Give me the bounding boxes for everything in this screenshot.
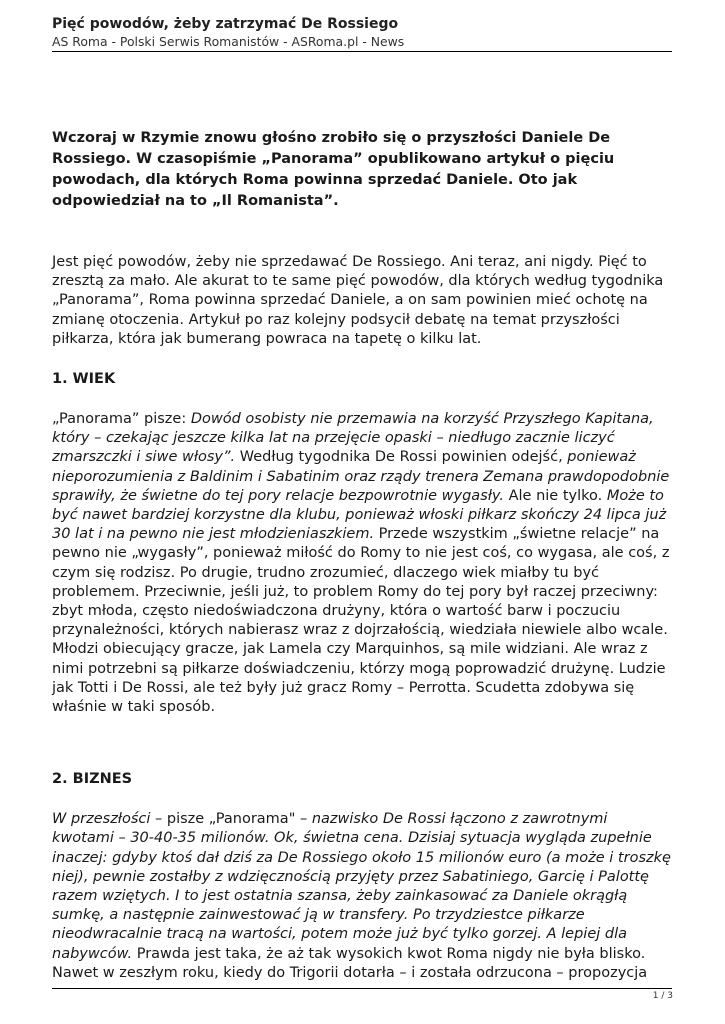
footer-divider [52,988,672,989]
quote-run: W przeszłości [52,811,151,828]
header-divider [52,51,672,52]
text-run: Przede wszystkim „świetne relacje” na pewno nie „wygasły”, ponieważ miłość do Romy to nie jest coś, co wygasa, ale coś, z czym się rodzisz. Po drugie, trudno zrozumieć, dlaczego wiek miałby tu być problemem. Przeciwnie, jeśli już, to problem Romy do tej pory był raczej przeciwny: zbyt młoda, często niedoświadczona drużyny, która o wartość barw i poczuciu przynależności, których nabierasz wraz z dojrzałością, wiedziała niewiele albo wcale. Młodzi obiecujący gracze, jak Lamela czy Marquinhos, są mile widziani. Ale wraz z nimi potrzebni są piłkarze doświadczeniu, którzy mogą poprowadzić drużynę. Ludzie jak Totti i De Rossi, ale też były już gracz Romy – Perrotta. Scudetta zdobywa się właśnie w taki sposób. [52,526,670,716]
section-heading-wiek: 1. WIEK [52,371,116,388]
text-run: Ale nie tylko. [503,487,607,504]
article-title: Pięć powodów, żeby zatrzymać De Rossiego [52,16,399,32]
section-paragraph-biznes [52,810,672,983]
text-run: Prawda jest taka, że aż tak wysokich kwot Roma nigdy nie była blisko. Nawet w zeszłym roku, kiedy do Trigorii dotarła – i została odrzucona – propozycja [52,945,648,981]
page-number: 1 / 3 [652,991,673,1001]
quote-run: ponieważ nieporozumienia z Baldinim i Sabatinim oraz rządy trenera Zemana prawdopodobnie sprawiły, że świetne do tej pory relacje bezpowrotnie wygasły. [52,449,670,504]
article-body [52,128,672,983]
quote-run: nazwisko De Rossi łączono z zawrotnymi kwotami – 30-40-35 milionów. Ok, świetna cena. Dzisiaj sytuacja wygląda zupełnie inaczej: gdyby ktoś dał dziś za De Rossiego około 15 milionów euro (a może i troszkę niej), pewnie zostałby z wdzięcznością przyjęty przez Sabatiniego, Garcię i Palottę razem wziętych. I to jest ostatnia szansa, żeby zainkasować za Daniele okrągłą sumkę, a następnie zainwestować ją w transfery. Po trzydziestce piłkarze nieodwracalnie tracą na wartości, potem może już być tylko gorzej. A lepiej dla nabywców. [52,811,671,962]
quote-run: Może to być nawet bardziej korzystne dla klubu, ponieważ włoski piłkarz skończy 24 lipca już 30 lat i na pewno nie jest młodzieniaszkiem. [52,487,667,543]
section-heading-biznes: 2. BIZNES [52,771,133,788]
intro-paragraph: Jest pięć powodów, żeby nie sprzedawać De Rossiego. Ani teraz, ani nigdy. Pięć to zresztą za mało. Ale akurat to te same pięć powodów, dla których według tygodnika „Panorama”, Roma powinna sprzedać Daniele, a on sam powinien mieć ochotę na zmianę otoczenia. Artykuł po raz kolejny podsycił debatę na temat przyszłości piłkarza, która jak bumerang powraca na tapetę o kilku lat. [52,254,664,347]
site-subtitle: AS Roma - Polski Serwis Romanistów - ASRoma.pl - News [52,34,405,49]
lead-paragraph: Wczoraj w Rzymie znowu głośno zrobiło się o przyszłości Daniele De Rossiego. W czasopiśmie „Panorama” opublikowano artykuł o pięciu powodach, dla których Roma powinna sprzedać Daniele. Oto jak odpowiedział na to „Il Romanista”. [52,130,615,209]
text-run: „Panorama” pisze: [52,411,191,428]
document-header [52,15,672,50]
section-paragraph-wiek [52,410,672,717]
text-run: Według tygodnika De Rossi powinien odejść, [235,449,568,466]
quote-run: Dowód osobisty nie przemawia na korzyść Przyszłego Kapitana, który – czekając jeszcze kilka lat na przejęcie opaski – niedługo zacznie liczyć zmarszczki i siwe włosy”. [52,411,654,466]
text-run: – pisze „Panorama" – [150,811,312,828]
